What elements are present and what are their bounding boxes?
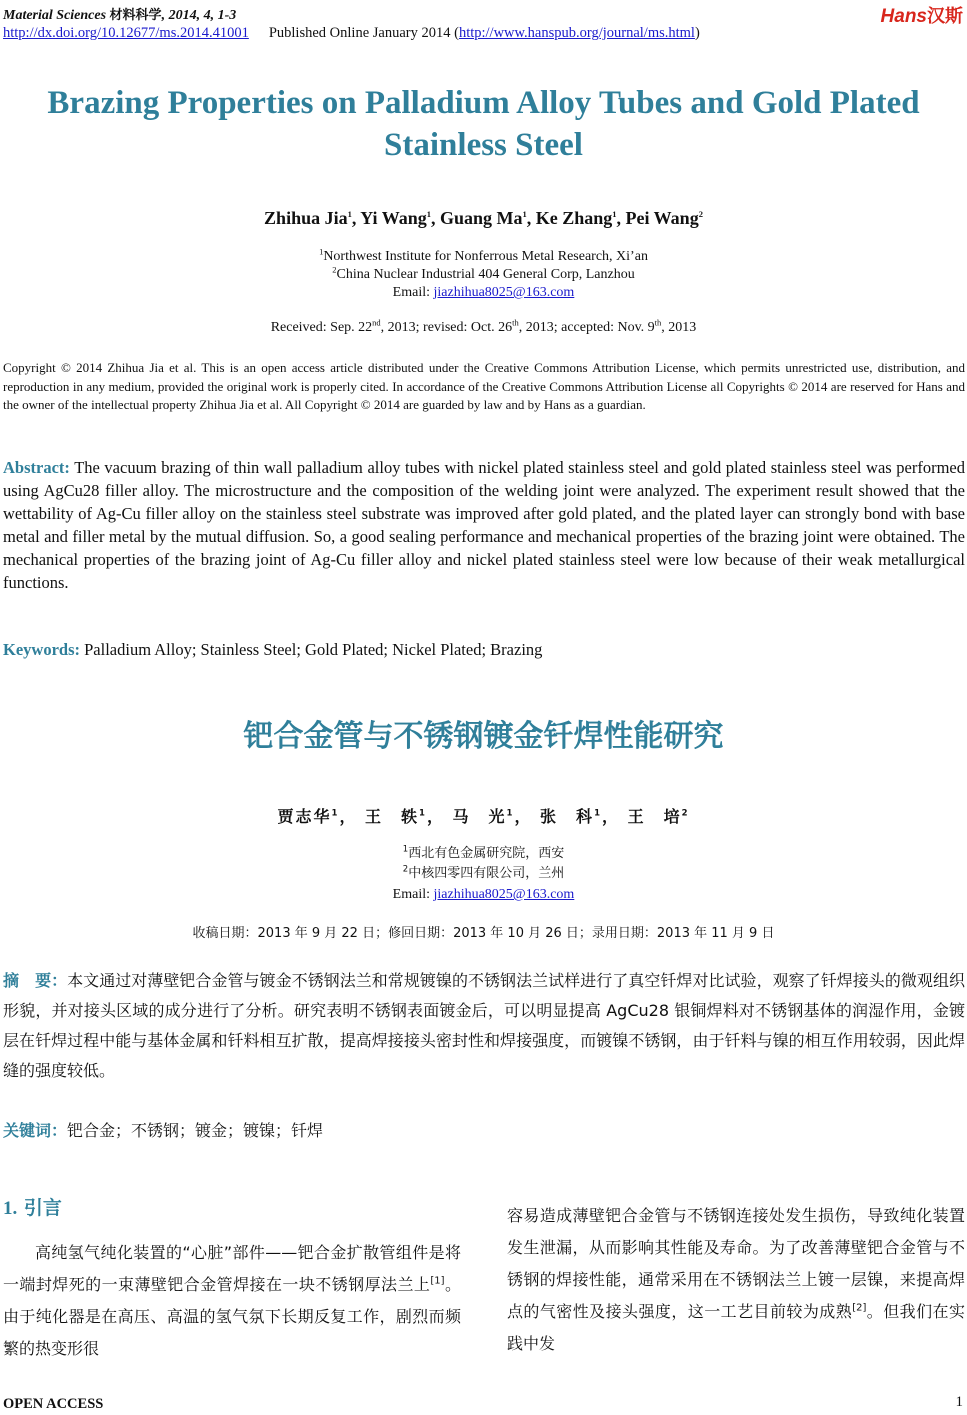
received-sup: nd	[372, 317, 381, 328]
author-aff-sup: 1	[419, 808, 427, 819]
email-en	[0, 284, 967, 302]
email-link[interactable]: jiazhihua8025@163.com	[433, 887, 575, 902]
author-zh: 马 光	[452, 807, 507, 826]
author: Zhihua Jia	[264, 208, 348, 228]
paper-title-zh: 钯合金管与不锈钢镀金钎焊性能研究	[243, 719, 724, 754]
email-zh	[0, 886, 967, 904]
author: Yi Wang	[360, 208, 427, 228]
author-aff-sup: 1	[612, 209, 617, 219]
affiliation-en-1	[0, 248, 967, 266]
author-zh: 张 科	[540, 807, 595, 826]
author-aff-sup: 1	[506, 808, 515, 819]
abstract-zh	[3, 966, 965, 1086]
aff-num: 2	[402, 864, 409, 875]
abstract-text: The vacuum brazing of thin wall palladium alloy tubes with nickel plated stainless steel and gold plated stainless steel was performed using AgCu28 filler alloy. The microstructure and the composition of the welding joint were analyzed. The experiment result showed that the wettability of Ag-Cu filler alloy on the stainless steel substrate was improved after gold plated, and the plated layer can strongly bond with base metal and filler metal by the mutual diffusion. So, a good sealing performance and mechanical properties of the brazing joint were obtained. The mechanical properties of the brazing joint of Ag-Cu filler alloy and nickel plated stainless steel were low because of their weak metallurgical functions.	[3, 458, 965, 592]
hans-logo-en: Hans	[880, 6, 927, 27]
author: Guang Ma	[439, 208, 523, 228]
received-sup: th	[512, 317, 519, 328]
published-close: )	[694, 25, 700, 41]
body-text: 高纯氢气纯化装置的“心脏”部件——钯合金扩散管组件是将一端封焊死的一束薄壁钯合金管焊接在一块不锈钢厚法兰上	[3, 1243, 461, 1294]
received-dates-en	[0, 317, 967, 336]
hans-logo	[881, 2, 963, 28]
received-sup: th	[654, 317, 662, 328]
aff-text: Northwest Institute for Nonferrous Metal Research, Xi’an	[323, 249, 648, 264]
open-access-footer: OPEN ACCESS	[3, 1396, 104, 1412]
aff-text: China Nuclear Industrial 404 General Corp, Lanzhou	[336, 267, 635, 282]
body-text: 。但我们在实践中发	[507, 1302, 965, 1353]
author-aff-sup: 2	[681, 808, 690, 819]
author-aff-sup: 1	[594, 808, 602, 819]
aff-num: 1	[319, 246, 324, 257]
section-number: 1.	[3, 1198, 18, 1219]
doi-line	[3, 25, 700, 42]
author-aff-sup: 2	[698, 209, 703, 219]
affiliation-zh-2	[0, 864, 967, 884]
abstract-zh-text: 本文通过对薄壁钯合金管与镀金不锈钢法兰和常规镀镍的不锈钢法兰试样进行了真空钎焊对比试验，观察了钎焊接头的微观组织形貌，并对接头区域的成分进行了分析。研究表明不锈钢表面镀金后，可以明显提高 AgCu28 银铜焊料对不锈钢基体的润湿作用，金镀层在钎焊过程中能与基体金属和钎料相互扩散，提高焊接接头密封性和焊接强度，而镀镍不锈钢，由于钎料与镍的相互作用较弱，因此焊缝的强度较低。	[3, 971, 965, 1080]
abstract-label: Abstract:	[3, 458, 70, 477]
journal-url-link[interactable]: http://www.hanspub.org/journal/ms.html	[458, 25, 695, 41]
author: Pei Wang	[625, 208, 699, 228]
received-part: , 2013	[661, 320, 697, 335]
journal-header	[3, 4, 236, 24]
abstract-zh-label: 摘 要：	[3, 971, 68, 990]
section-heading	[3, 1193, 62, 1220]
section-title: 引言	[23, 1197, 62, 1219]
author: Ke Zhang	[535, 208, 613, 228]
citation-ref[interactable]: [2]	[852, 1302, 867, 1314]
journal-name: Material Sciences	[3, 8, 107, 23]
aff-num: 1	[402, 844, 409, 855]
author-aff-sup: 1	[347, 209, 352, 219]
email-label: Email:	[392, 285, 434, 300]
body-column-right	[507, 1200, 965, 1360]
keywords-label: Keywords:	[3, 640, 80, 659]
author-zh: 王 培	[627, 807, 682, 826]
journal-issue: , 2014, 4, 1-3	[161, 8, 237, 23]
body-text: 容易造成薄壁钯合金管与不锈钢连接处发生损伤，导致纯化装置发生泄漏，从而影响其性能及寿命。为了改善薄壁钯合金管与不锈钢的焊接性能，通常采用在不锈钢法兰上镀一层镍，来提高焊点的气密性及接头强度，这一工艺目前较为成熟	[507, 1206, 965, 1321]
author-aff-sup: 1	[522, 209, 527, 219]
received-part: , 2013; accepted: Nov. 9	[518, 320, 655, 335]
keywords-en	[3, 640, 542, 660]
page-number: 1	[955, 1394, 963, 1410]
keywords-text: Palladium Alloy; Stainless Steel; Gold Plated; Nickel Plated; Brazing	[80, 640, 543, 659]
hans-logo-zh: 汉斯	[927, 6, 963, 27]
citation-ref[interactable]: [1]	[430, 1275, 445, 1287]
keywords-zh-label: 关键词：	[3, 1121, 68, 1140]
email-label: Email:	[392, 887, 434, 902]
journal-name-zh: 材料科学	[109, 8, 162, 23]
email-link[interactable]: jiazhihua8025@163.com	[433, 285, 575, 300]
received-dates-zh: 收稿日期：2013 年 9 月 22 日；修回日期：2013 年 10 月 26 日；录用日期：2013 年 11 月 9 日	[192, 926, 775, 941]
affiliation-zh-1	[0, 844, 967, 864]
copyright-notice: Copyright © 2014 Zhihua Jia et al. This is an open access article distributed under the Creative Commons Attribution License, which permits unrestricted use, distribution, and reproduction in any medium, provided the original work is properly cited. In accordance of the Creative Commons Attribution License all Copyrights © 2014 are reserved for Hans and the owner of the intellectual property Zhihua Jia et al. All Copyright © 2014 are guarded by law and by Hans as a guardian.	[3, 360, 965, 412]
aff-text: 中核四零四有限公司，兰州	[408, 866, 565, 881]
received-part: Received: Sep. 22	[270, 320, 373, 335]
paper-title-en: Brazing Properties on Palladium Alloy Tubes and Gold Plated Stainless Steel	[47, 85, 920, 163]
affiliation-en-2	[0, 266, 967, 284]
authors-zh: 贾志华$^1$， 王 轶$^1$， 马 光$^1$， 张 科$^1$， 王 培$^2$	[277, 807, 690, 826]
doi-link[interactable]: http://dx.doi.org/10.12677/ms.2014.41001	[3, 25, 249, 41]
keywords-zh	[3, 1118, 323, 1141]
aff-text: 西北有色金属研究院，西安	[408, 846, 565, 861]
body-text: 。由于纯化器是在高压、高温的氢气氛下长期反复工作，剧烈而频繁的热变形很	[3, 1275, 461, 1358]
received-part: , 2013; revised: Oct. 26	[380, 320, 513, 335]
author-zh: 贾志华	[277, 807, 332, 826]
author-aff-sup: 1	[331, 808, 340, 819]
author-zh: 王 轶	[365, 807, 420, 826]
published-note: Published Online January 2014 (	[268, 25, 459, 41]
abstract-en	[3, 456, 965, 594]
body-column-left	[3, 1237, 461, 1365]
aff-num: 2	[332, 264, 337, 275]
authors-en: Zhihua Jia$^1$, Yi Wang$^1$, Guang Ma$^1$, Ke Zhang$^1$, Pei Wang$^2$	[264, 208, 703, 228]
author-aff-sup: 1	[426, 209, 431, 219]
keywords-zh-text: 钯合金；不锈钢；镀金；镀镍；钎焊	[67, 1121, 324, 1140]
